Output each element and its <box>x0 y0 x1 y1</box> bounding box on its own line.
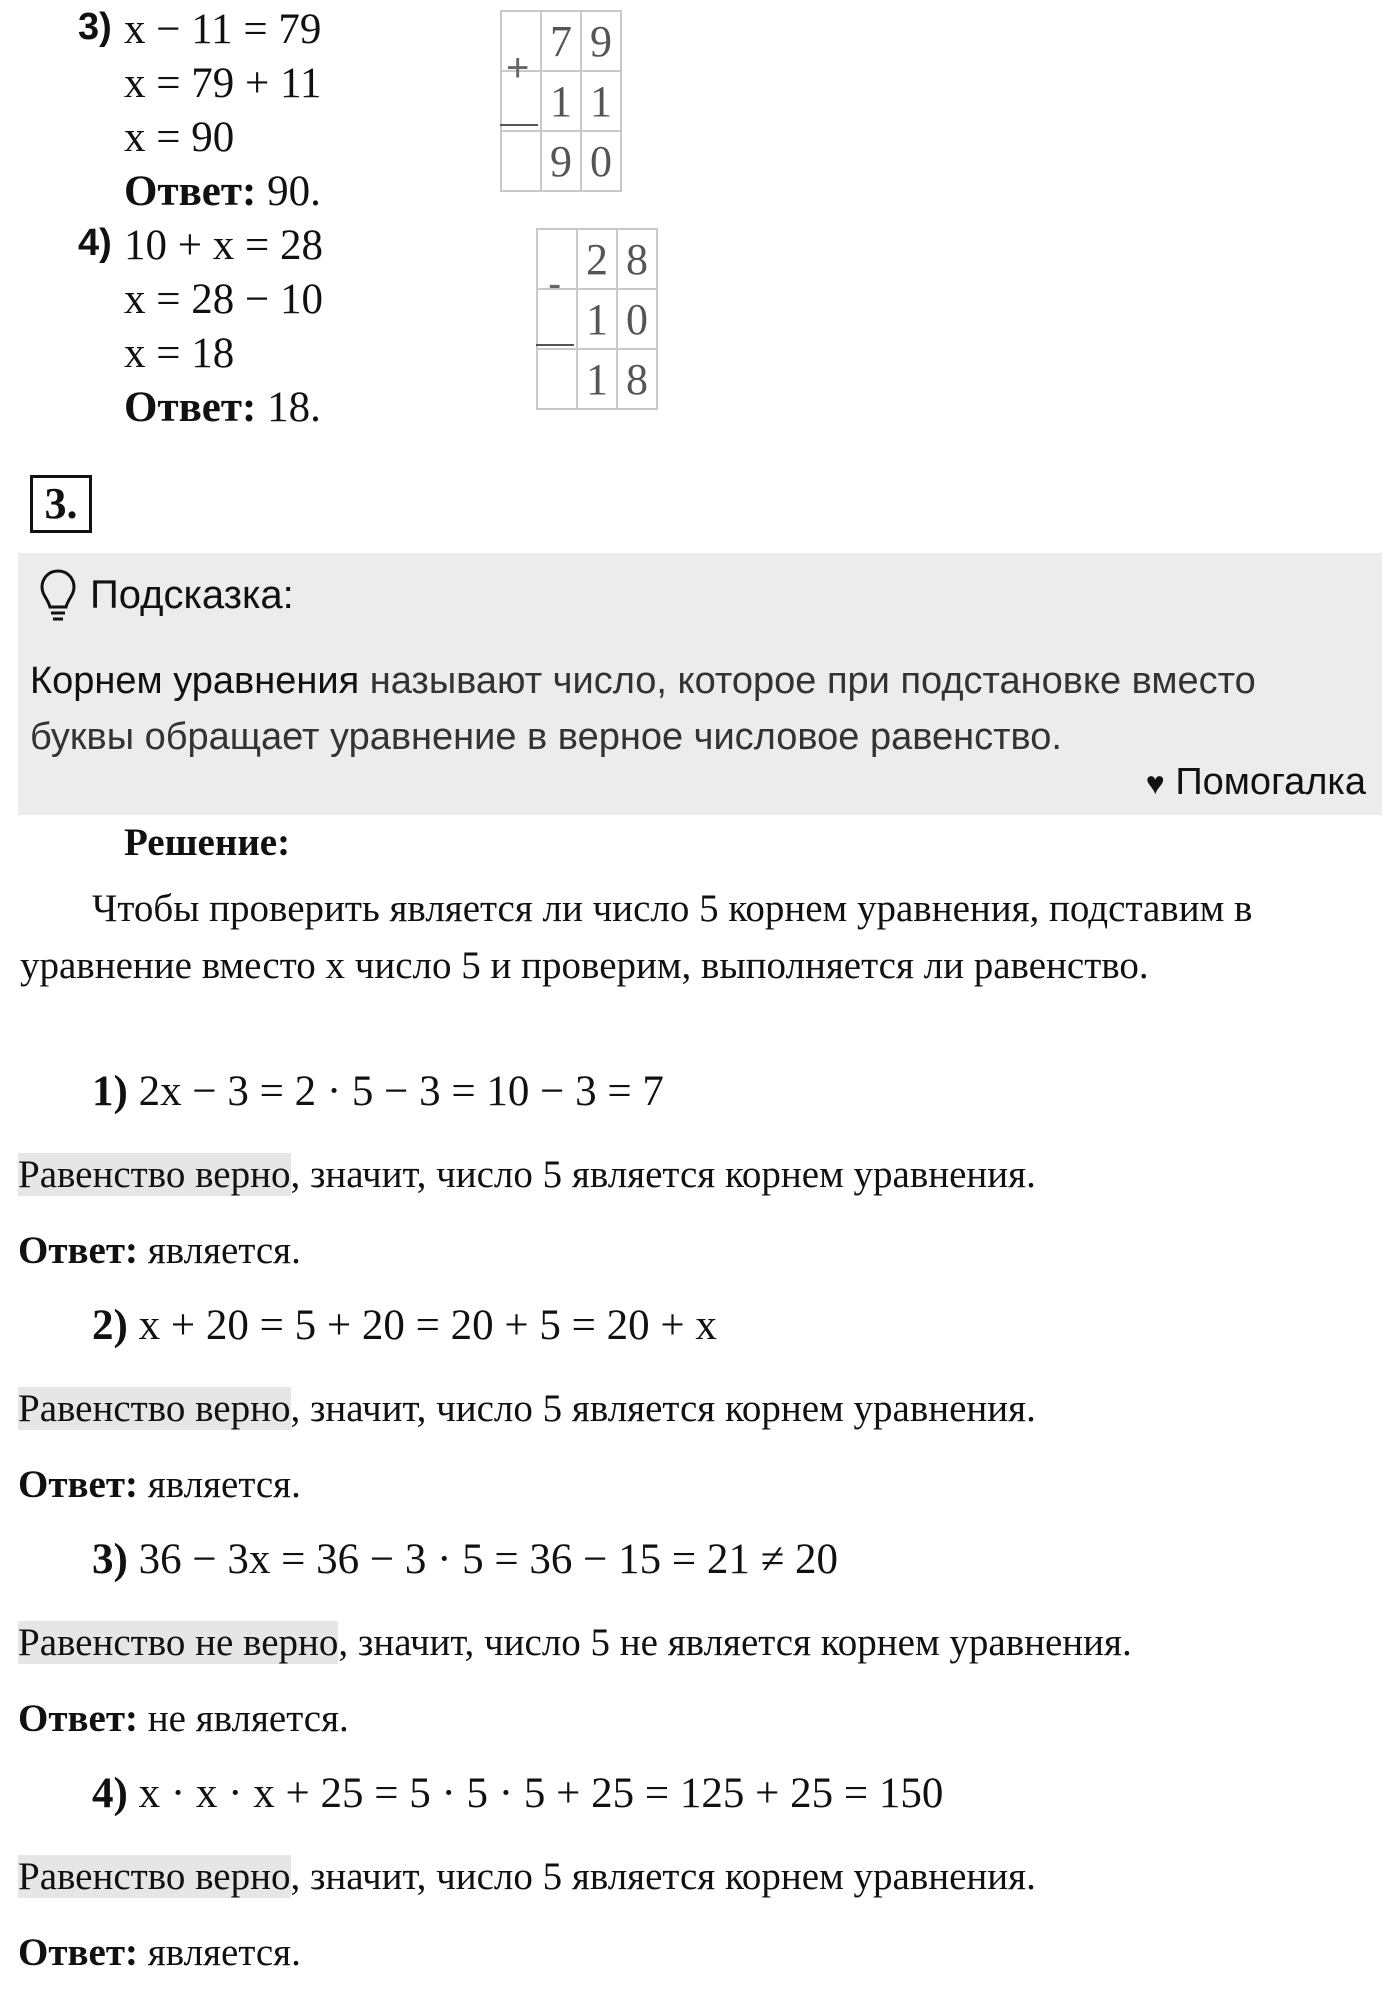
item-number: 3) <box>92 1536 128 1583</box>
solution-item-4-expr <box>92 1770 943 1818</box>
minus-sign: - <box>548 262 562 306</box>
answer-value: является. <box>138 1931 301 1974</box>
hint-term: Корнем уравнения <box>30 660 360 702</box>
heart-icon: ♥ <box>1145 765 1165 801</box>
digit: 0 <box>581 131 621 191</box>
expression: x · x · x + 25 = 5 · 5 · 5 + 25 = 125 + 25 = 150 <box>138 1770 944 1817</box>
digit: 1 <box>541 71 581 131</box>
answer-value: 18. <box>256 384 321 431</box>
hint-title: Подсказка: <box>90 573 294 617</box>
item-4-line-3: x = 18 <box>124 330 235 377</box>
expression: 2x − 3 = 2 · 5 − 3 = 10 − 3 = 7 <box>138 1068 664 1115</box>
lightbulb-icon <box>38 567 78 627</box>
verdict-rest: , значит, число 5 является корнем уравнения. <box>290 1153 1036 1196</box>
digit: 0 <box>617 289 657 349</box>
digit: 2 <box>577 229 617 289</box>
item-4-answer <box>124 384 321 432</box>
item-number: 1) <box>92 1068 128 1115</box>
item-4-line-2: x = 28 − 10 <box>124 276 324 323</box>
item-number: 4) <box>92 1770 128 1817</box>
answer-label: Ответ: <box>124 168 257 215</box>
digit: 1 <box>577 349 617 409</box>
solution-item-3-verdict <box>18 1614 1132 1671</box>
verdict-highlight: Равенство не верно <box>18 1621 339 1664</box>
answer-label: Ответ: <box>18 1463 139 1506</box>
answer-value: является. <box>138 1463 301 1506</box>
answer-label: Ответ: <box>18 1697 139 1740</box>
hint-source: Помогалка <box>1175 761 1366 803</box>
answer-label: Ответ: <box>18 1229 139 1272</box>
verdict-rest: , значит, число 5 является корнем уравнения. <box>290 1387 1036 1430</box>
answer-value: является. <box>138 1229 301 1272</box>
expression: x + 20 = 5 + 20 = 20 + 5 = 20 + x <box>138 1302 717 1349</box>
item-3-line-1: x − 11 = 79 <box>124 6 322 53</box>
item-3-answer <box>124 168 321 216</box>
answer-label: Ответ: <box>18 1931 139 1974</box>
digit: 8 <box>617 229 657 289</box>
digit: 7 <box>541 11 581 71</box>
item-3-number: 3) <box>78 6 112 48</box>
task-number: 3. <box>30 475 92 533</box>
hint-definition: называют число, которое при подстановке вместо буквы обращает уравнение в верное числовое равенство. <box>30 660 1256 758</box>
verdict-highlight: Равенство верно <box>18 1387 291 1430</box>
answer-value: 90. <box>256 168 321 215</box>
digit: 1 <box>581 71 621 131</box>
solution-item-4-answer <box>18 1924 301 1981</box>
solution-item-3-expr <box>92 1536 838 1584</box>
digit: 1 <box>577 289 617 349</box>
solution-item-1-answer <box>18 1222 301 1279</box>
solution-item-3-answer <box>18 1690 349 1747</box>
hint-box <box>18 553 1382 815</box>
answer-label: Ответ: <box>124 384 257 431</box>
verdict-highlight: Равенство верно <box>18 1153 291 1196</box>
difference-line <box>536 344 574 346</box>
solution-item-1-verdict <box>18 1146 1036 1203</box>
solution-item-1-expr <box>92 1068 664 1116</box>
item-3-line-2: x = 79 + 11 <box>124 60 322 107</box>
sum-line <box>500 124 538 126</box>
digit: 9 <box>581 11 621 71</box>
verdict-highlight: Равенство верно <box>18 1855 291 1898</box>
item-number: 2) <box>92 1302 128 1349</box>
hint-footer <box>1146 761 1366 804</box>
solution-intro: Чтобы проверить является ли число 5 корнем уравнения, подставим в уравнение вместо x число 5 и проверим, выполняется ли равенство. <box>20 887 1253 987</box>
item-4-line-1: 10 + x = 28 <box>124 222 324 269</box>
answer-value: не является. <box>138 1697 349 1740</box>
solution-item-2-answer <box>18 1456 301 1513</box>
solution-item-2-verdict <box>18 1380 1036 1437</box>
solution-item-4-verdict <box>18 1848 1036 1905</box>
plus-sign: + <box>506 46 530 90</box>
solution-heading: Решение: <box>124 821 291 864</box>
item-3-column-calc <box>500 10 622 192</box>
expression: 36 − 3x = 36 − 3 · 5 = 36 − 15 = 21 ≠ 20 <box>138 1536 838 1583</box>
verdict-rest: , значит, число 5 является корнем уравнения. <box>290 1855 1036 1898</box>
item-4-column-calc <box>536 228 658 410</box>
hint-text <box>30 653 1350 765</box>
verdict-rest: , значит, число 5 не является корнем уравнения. <box>338 1621 1132 1664</box>
item-3-line-3: x = 90 <box>124 114 235 161</box>
digit: 8 <box>617 349 657 409</box>
item-4-number: 4) <box>78 222 112 264</box>
solution-item-2-expr <box>92 1302 717 1350</box>
digit: 9 <box>541 131 581 191</box>
